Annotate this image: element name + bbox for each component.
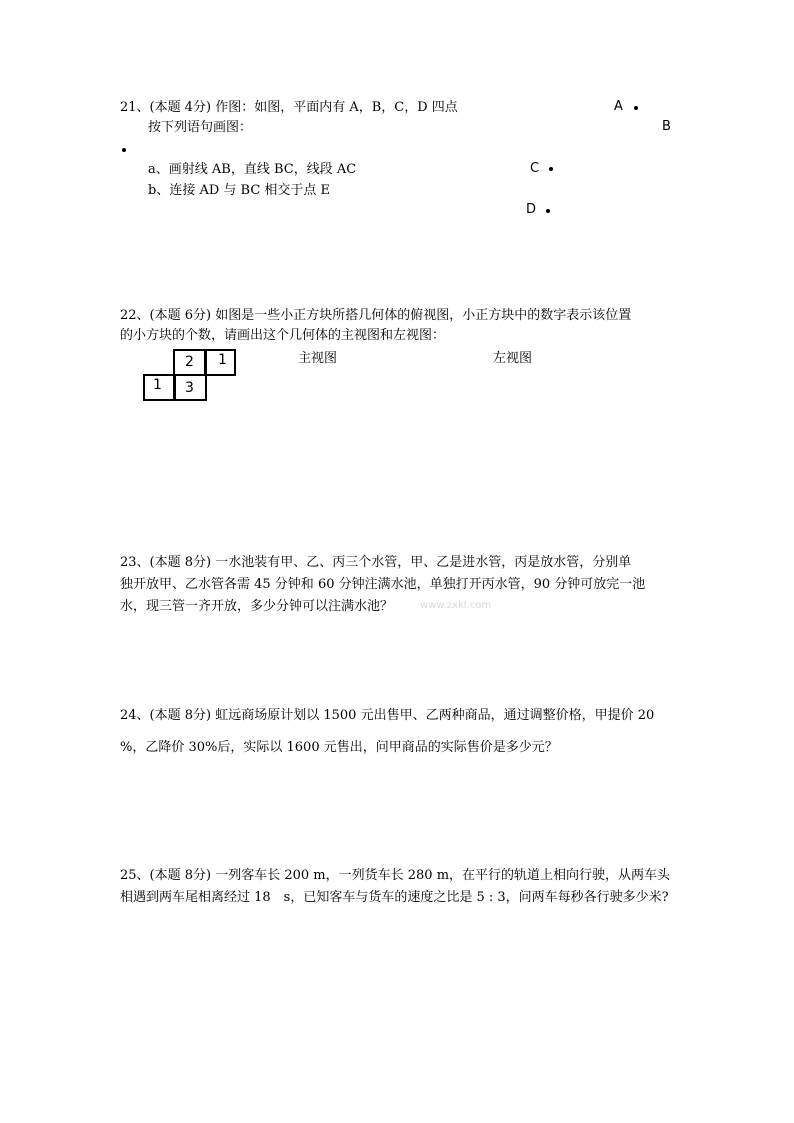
point-b-dot — [122, 148, 126, 152]
q25-line2: 相遇到两车尾相离经过 18 s，已知客车与货车的速度之比是 5 : 3，问两车每秒各行驶多少米? — [120, 890, 669, 905]
q24-line2: %，乙降价 30%后，实际以 1600 元售出，问甲商品的实际售价是多少元？ — [120, 740, 558, 755]
point-a-label: A — [614, 99, 623, 114]
point-c-dot — [549, 167, 553, 171]
left-view-label: 左视图 — [493, 351, 533, 366]
q24-line1: 24、(本题 8分) 虹远商场原计划以 1500 元出售甲、乙两种商品，通过调整价格，甲提价 20 — [120, 708, 655, 723]
point-c-label: C — [530, 161, 540, 176]
q21-item-a: a、画射线 AB，直线 BC，线段 AC — [148, 162, 357, 177]
grid-value-bottom-right: 3 — [185, 380, 194, 396]
point-d-dot — [546, 209, 550, 213]
point-d-label: D — [526, 202, 537, 217]
grid-value-top-left: 2 — [185, 354, 194, 370]
watermark: www.zxkl.com — [420, 600, 492, 611]
q21-item-b: b、连接 AD 与 BC 相交于点 E — [148, 183, 331, 198]
q25-line1: 25、(本题 8分) 一列客车长 200 m，一列货车长 280 m，在平行的轨道上相向行驶，从两车头 — [120, 868, 671, 883]
point-b-label: B — [662, 119, 671, 134]
q23-line2: 独开放甲、乙水管各需 45 分钟和 60 分钟注满水池，单独打开丙水管，90 分钟可放完一池 — [120, 577, 646, 592]
q23-line3: 水，现三管一齐开放，多少分钟可以注满水池？ — [120, 599, 394, 614]
q23-line1: 23、(本题 8分) 一水池装有甲、乙、丙三个水管，甲、乙是进水管，丙是放水管，分别单 — [120, 555, 632, 570]
front-view-label: 主视图 — [298, 351, 338, 366]
q21-line1: 21、(本题 4分) 作图：如图，平面内有 A，B，C，D 四点 — [120, 100, 458, 115]
grid-value-bottom-left: 1 — [153, 377, 162, 393]
q21-line2: 按下列语句画图： — [148, 120, 253, 135]
q22-line1: 22、(本题 6分) 如图是一些小正方块所搭几何体的俯视图，小正方块中的数字表示该位置 — [120, 308, 632, 323]
q22-line2: 的小方块的个数，请画出这个几何体的主视图和左视图： — [120, 328, 446, 343]
point-a-dot — [634, 106, 638, 110]
grid-value-top-right: 1 — [218, 352, 227, 368]
